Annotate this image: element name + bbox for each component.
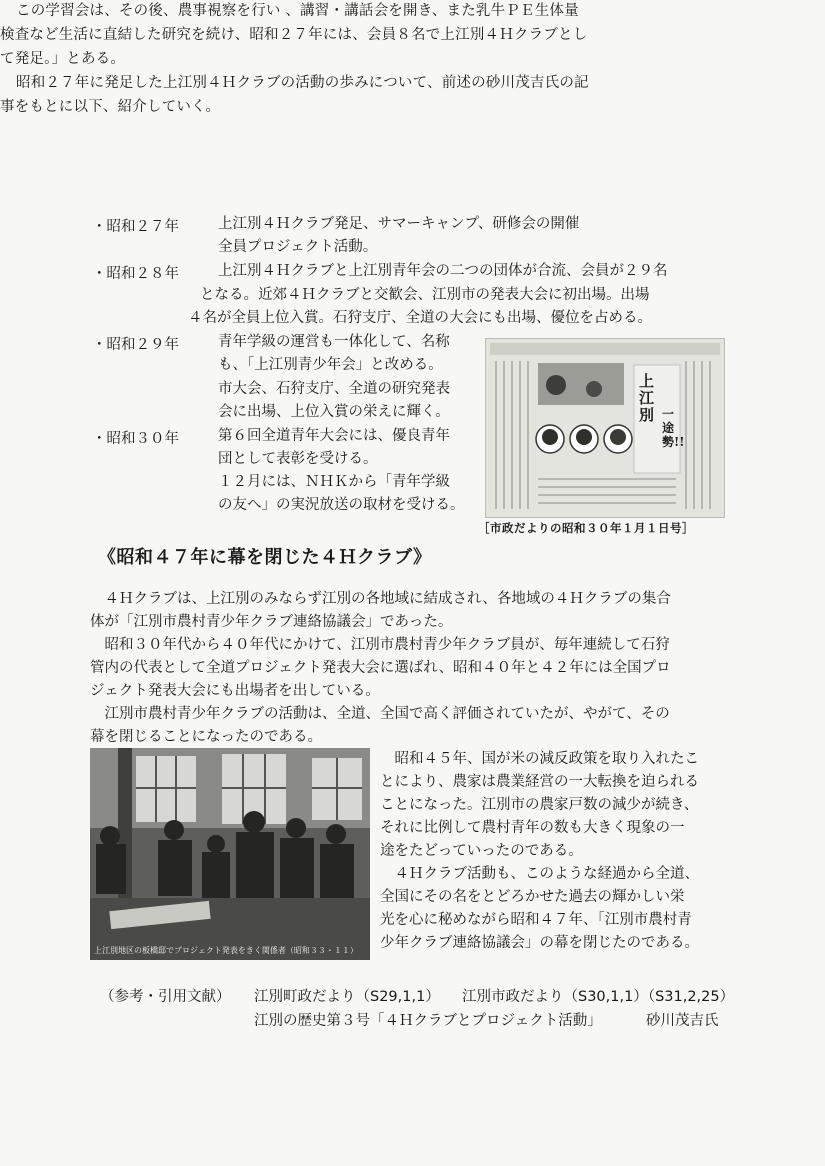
references-label: （参考・引用文献） [100,989,231,1005]
timeline-text: 上江別４Ｈクラブと上江別青年会の二つの団体が合流、会員が２９名 [218,263,668,279]
body-line: ジェクト発表大会にも出場者を出している。 [90,683,380,699]
body-line: 江別市農村青少年クラブの活動は、全道、全国で高く評価されていたが、やがて、その [104,706,670,722]
section-heading: 《昭和４７年に幕を閉じた４Ｈクラブ》 [98,547,432,568]
timeline-text: 青年学級の運営も一体化して、名称 [218,334,450,350]
right-column-text [380,748,740,955]
body-line: 昭和３０年代から４０年代にかけて、江別市農村青少年クラブ員が、毎年連続して石狩 [104,637,670,653]
meeting-photo [90,748,370,960]
timeline-text: となる。近郊４Ｈクラブと交歓会、江別市の発表大会に初出場。出場 [200,287,650,303]
body-line: 管内の代表として全道プロジェクト発表大会に選ばれ、昭和４０年と４２年には全国プロ [90,660,671,676]
timeline-text: ４名が全員上位入賞。石狩支庁、全道の大会にも出場、優位を占める。 [188,310,652,326]
body-line: 途をたどっていったのである。 [380,843,583,859]
intro-line: この学習会は、その後、農事視察を行い 、講習・講話会を開き、また乳牛ＰＥ生体量 [16,3,579,19]
body-line: ４Ｈクラブ活動も、このような経過から全道、 [394,866,699,882]
timeline-year: ・昭和２８年 [92,266,179,282]
newspaper-clipping-image [485,338,725,518]
timeline-year: ・昭和３０年 [92,431,179,447]
timeline-text: 市大会、石狩支庁、全道の研究発表 [218,381,450,397]
timeline-text: 第６回全道青年大会には、優良青年 [218,428,450,444]
reference-item: 江別の歴史第３号「４Ｈクラブとプロジェクト活動」 [254,1013,602,1029]
body-line: 光を心に秘めながら昭和４７年、「江別市農村青 [380,912,692,928]
intro-line: て発足。」とある。 [0,51,126,67]
timeline-year: ・昭和２９年 [92,337,179,353]
reference-item: 砂川茂吉氏 [646,1013,719,1029]
newspaper-caption: ［市政だよりの昭和３０年１月１日号］ [478,521,694,535]
reference-item: 江別市政だより（S30,1,1）（S31,2,25） [462,989,735,1005]
timeline-text: 上江別４Ｈクラブ発足、サマーキャンプ、研修会の開催 [218,216,580,232]
photo-caption: 上江別地区の板橋邸でプロジェクト発表をきく関係者（昭和３３・１１） [94,946,358,955]
timeline-text: １２月には、ＮＨＫから「青年学級 [218,474,450,490]
body-line: ４Ｈクラブは、上江別のみならず江別の各地域に結成され、各地域の４Ｈクラブの集合 [104,591,671,607]
intro-line: 事をもとに以下、紹介していく。 [0,99,221,115]
references-row [100,1010,719,1034]
references-row [100,986,735,1010]
body-line: とにより、農家は農業経営の一大転換を迫られる [380,774,699,790]
intro-line: 昭和２７年に発足した上江別４Ｈクラブの活動の歩みについて、前述の砂川茂吉氏の記 [16,75,589,91]
photo-illustration [90,748,370,960]
newspaper-headline: 一途勢!! [662,407,685,449]
body-line: 昭和４５年、国が米の減反政策を取り入れたこ [394,751,699,767]
body-paragraphs [90,588,740,749]
timeline-text: 団として表彰を受ける。 [218,451,378,467]
timeline-text: 全員プロジェクト活動。 [218,239,378,255]
body-line: 体が「江別市農村青少年クラブ連絡協議会」であった。 [90,614,453,630]
body-line: 少年クラブ連絡協議会」の幕を閉じたのである。 [380,935,699,951]
body-line: 幕を閉じることになったのである。 [90,729,322,745]
body-line: ことになった。江別市の農家戸数の減少が続き、 [380,797,699,813]
intro-line: 検査など生活に直結した研究を続け、昭和２７年には、会員８名で上江別４Ｈクラブとし [0,27,588,43]
newspaper-headline: 上江別 [639,372,655,424]
body-line: 全国にその名をとどろかせた過去の輝かしい栄 [380,889,685,905]
timeline-text: の友へ」の実況放送の取材を受ける。 [218,497,465,513]
body-line: それに比例して農村青年の数も大きく現象の一 [380,820,685,836]
newspaper-illustration [486,339,724,517]
references [100,986,735,1034]
timeline-text: 会に出場、上位入賞の栄えに輝く。 [218,404,450,420]
reference-item: 江別町政だより（S29,1,1） [254,989,440,1005]
timeline-text: も、「上江別青少年会」と改める。 [218,357,443,373]
timeline-year: ・昭和２７年 [92,219,179,235]
